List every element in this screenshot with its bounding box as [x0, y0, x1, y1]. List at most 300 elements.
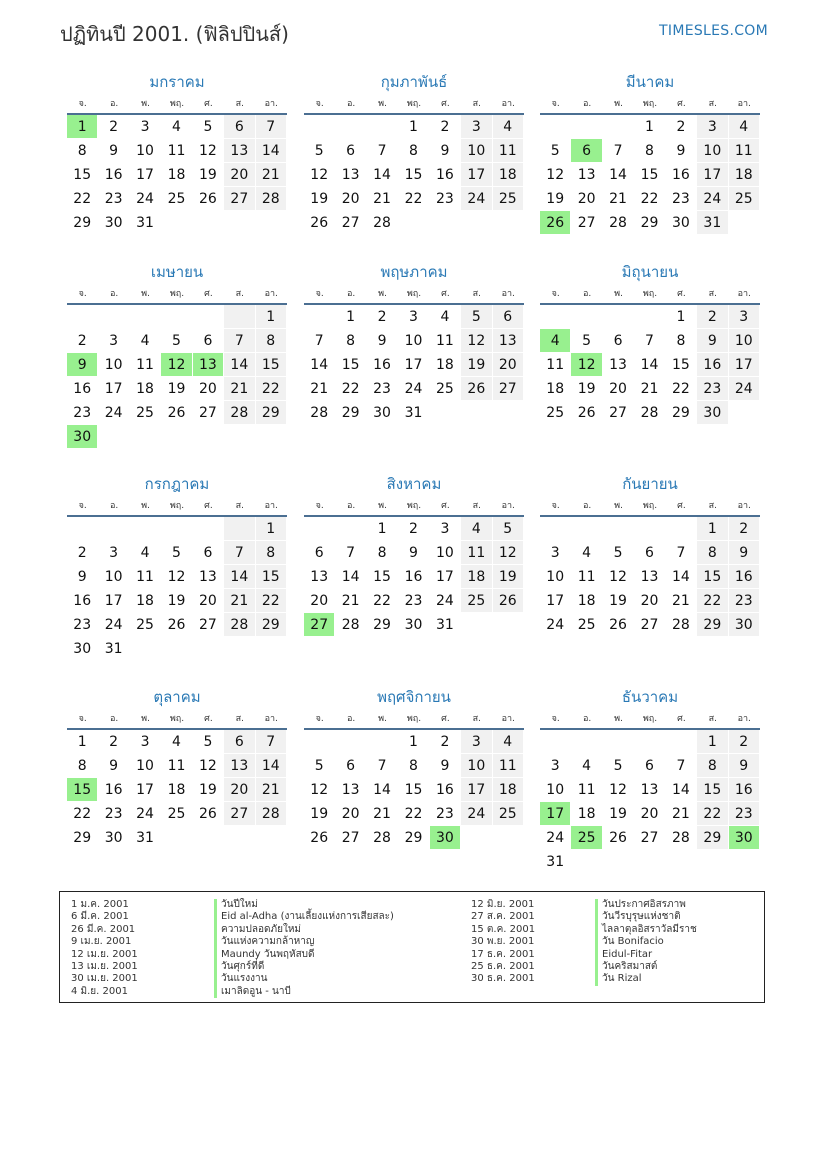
- day-cell: 7: [666, 754, 697, 778]
- day-cell-empty: [603, 850, 634, 874]
- day-cell: 22: [398, 802, 429, 826]
- day-cell: 18: [161, 778, 192, 802]
- day-cell: 24: [130, 802, 161, 826]
- day-cell-empty: [161, 425, 192, 449]
- day-cell: 28: [666, 826, 697, 850]
- day-cell: 5: [540, 139, 571, 163]
- legend-date: 27 ส.ค. 2001: [471, 911, 535, 923]
- weekday-label: จ.: [78, 99, 87, 109]
- day-cell: 9: [398, 541, 429, 565]
- weekday-header: [304, 96, 524, 115]
- day-cell: 2: [697, 305, 728, 329]
- day-cell: 4: [571, 541, 602, 565]
- day-cell: 13: [304, 565, 335, 589]
- day-cell: 9: [67, 565, 98, 589]
- legend-holiday-name: วันศุกร์ที่ดี: [214, 961, 394, 973]
- day-cell: 12: [603, 778, 634, 802]
- day-cell: 16: [666, 163, 697, 187]
- day-cell-empty: [430, 401, 461, 425]
- month-name: กุมภาพันธ์: [380, 73, 448, 91]
- day-cell: 17: [461, 778, 492, 802]
- weekday-label: ส.: [235, 714, 244, 724]
- day-cell: 28: [335, 613, 366, 637]
- day-cell: 27: [224, 187, 255, 211]
- day-cell: 26: [304, 211, 335, 235]
- day-cell: 21: [666, 802, 697, 826]
- weekday-label: จ.: [551, 289, 560, 299]
- day-cell: 10: [540, 778, 571, 802]
- day-cell: 10: [697, 139, 728, 163]
- day-cell-empty: [161, 637, 192, 661]
- day-cell: 16: [367, 353, 398, 377]
- day-cell: 31: [130, 211, 161, 235]
- legend-holiday-name: วันประกาศอิสรภาพ: [595, 899, 697, 911]
- day-cell-empty: [571, 115, 602, 139]
- day-cell: 22: [256, 377, 287, 401]
- day-cell: 24: [130, 187, 161, 211]
- weekday-label: พ.: [141, 99, 150, 109]
- legend-holiday-name: Maundy วันพฤหัสบดี: [214, 949, 394, 961]
- holiday-legend: [59, 891, 765, 1003]
- day-cell-empty: [461, 826, 492, 850]
- day-cell: 23: [367, 377, 398, 401]
- day-cell-empty: [461, 401, 492, 425]
- day-cell: 15: [335, 353, 366, 377]
- month-block: [304, 470, 524, 637]
- weekday-label: พ.: [614, 714, 623, 724]
- weekday-label: อ.: [582, 289, 592, 299]
- day-cell-empty: [493, 826, 524, 850]
- day-cell: 15: [256, 565, 287, 589]
- month-name: พฤศจิกายน: [377, 688, 451, 706]
- day-cell: 17: [697, 163, 728, 187]
- day-cell: 11: [493, 139, 524, 163]
- weekday-label: อา.: [264, 99, 278, 109]
- day-cell: 25: [130, 613, 161, 637]
- day-cell: 17: [98, 589, 129, 613]
- weekday-label: พ.: [614, 99, 623, 109]
- day-cell: 16: [430, 778, 461, 802]
- weekday-header: [540, 286, 760, 305]
- day-cell: 24: [98, 613, 129, 637]
- day-cell: 26: [193, 802, 224, 826]
- day-cell: 22: [634, 187, 665, 211]
- day-cell: 13: [634, 778, 665, 802]
- day-cell-empty: [161, 826, 192, 850]
- weekday-label: อ.: [582, 99, 592, 109]
- day-cell-empty: [493, 613, 524, 637]
- day-cell: 3: [130, 115, 161, 139]
- day-cell: 15: [256, 353, 287, 377]
- day-cell-empty: [335, 730, 366, 754]
- weekday-label: อ.: [109, 501, 119, 511]
- month-block: [540, 68, 760, 235]
- day-cell: 8: [335, 329, 366, 353]
- day-cell: 18: [161, 163, 192, 187]
- day-cell: 31: [98, 637, 129, 661]
- legend-date: 13 เม.ย. 2001: [71, 960, 138, 972]
- day-cell: 2: [98, 115, 129, 139]
- day-cell: 12: [161, 565, 192, 589]
- day-cell: 20: [224, 163, 255, 187]
- day-cell-empty: [161, 517, 192, 541]
- legend-date: 1 ม.ค. 2001: [71, 899, 129, 910]
- day-cell: 9: [729, 541, 760, 565]
- day-cell: 4: [729, 115, 760, 139]
- weekday-header: [540, 711, 760, 730]
- day-cell: 27: [193, 613, 224, 637]
- day-cell: 23: [398, 589, 429, 613]
- day-cell: 16: [67, 377, 98, 401]
- day-cell: 10: [461, 754, 492, 778]
- day-cell: 9: [98, 139, 129, 163]
- weekday-label: พ.: [614, 289, 623, 299]
- weekday-label: อา.: [264, 289, 278, 299]
- day-cell-empty: [603, 305, 634, 329]
- day-cell: 4: [430, 305, 461, 329]
- day-cell: 29: [367, 613, 398, 637]
- day-cell-empty: [540, 115, 571, 139]
- days-grid: [540, 517, 760, 637]
- day-cell: 13: [571, 163, 602, 187]
- day-cell-empty: [130, 637, 161, 661]
- day-cell: 5: [193, 115, 224, 139]
- weekday-label: ส.: [472, 501, 481, 511]
- day-cell: 27: [634, 613, 665, 637]
- weekday-label: ศ.: [204, 99, 213, 109]
- day-cell: 27: [224, 802, 255, 826]
- weekday-label: อา.: [737, 99, 751, 109]
- month-name: มกราคม: [149, 73, 205, 91]
- day-cell: 13: [493, 329, 524, 353]
- day-cell: 17: [540, 589, 571, 613]
- day-cell: 20: [634, 802, 665, 826]
- day-cell: 28: [224, 613, 255, 637]
- day-cell: 7: [367, 754, 398, 778]
- day-cell: 24: [430, 589, 461, 613]
- day-cell: 19: [161, 377, 192, 401]
- day-cell: 3: [398, 305, 429, 329]
- day-cell: 5: [304, 754, 335, 778]
- day-cell: 13: [335, 778, 366, 802]
- weekday-label: ส.: [472, 289, 481, 299]
- day-cell: 18: [571, 589, 602, 613]
- day-cell-empty: [571, 517, 602, 541]
- weekday-label: จ.: [551, 501, 560, 511]
- day-cell: 2: [67, 541, 98, 565]
- weekday-label: พฤ.: [642, 289, 658, 299]
- month-name: กรกฎาคม: [144, 475, 210, 493]
- weekday-label: อ.: [346, 99, 356, 109]
- day-cell: 8: [398, 139, 429, 163]
- weekday-header: [67, 286, 287, 305]
- month-name: กันยายน: [622, 475, 678, 493]
- day-cell: 18: [729, 163, 760, 187]
- day-cell: 10: [461, 139, 492, 163]
- day-cell: 28: [367, 211, 398, 235]
- days-grid: [67, 305, 287, 449]
- day-cell: 28: [224, 401, 255, 425]
- day-cell: 1: [367, 517, 398, 541]
- day-cell-empty: [634, 305, 665, 329]
- legend-holiday-name: วันวีรบุรุษแห่งชาติ: [595, 911, 697, 923]
- day-cell: 7: [666, 541, 697, 565]
- day-cell-empty: [304, 730, 335, 754]
- weekday-header: [540, 96, 760, 115]
- day-cell: 9: [666, 139, 697, 163]
- legend-date: 15 ต.ค. 2001: [471, 923, 536, 935]
- day-cell: 20: [634, 589, 665, 613]
- legend-holiday-name: วันปีใหม่: [214, 899, 394, 911]
- day-cell: 12: [304, 778, 335, 802]
- weekday-label: ศ.: [677, 501, 686, 511]
- weekday-label: พ.: [378, 99, 387, 109]
- day-cell: 21: [224, 589, 255, 613]
- days-grid: [540, 305, 760, 425]
- day-cell: 12: [540, 163, 571, 187]
- day-cell: 13: [224, 139, 255, 163]
- day-cell: 4: [130, 541, 161, 565]
- weekday-label: ศ.: [204, 289, 213, 299]
- day-cell: 24: [461, 187, 492, 211]
- day-cell: 19: [161, 589, 192, 613]
- weekday-label: อ.: [109, 289, 119, 299]
- day-cell: 25: [540, 401, 571, 425]
- day-cell: 28: [666, 613, 697, 637]
- day-cell: 23: [430, 802, 461, 826]
- weekday-label: จ.: [315, 714, 324, 724]
- day-cell: 7: [367, 139, 398, 163]
- day-cell: 6: [335, 139, 366, 163]
- day-cell: 5: [161, 329, 192, 353]
- day-cell: 20: [571, 187, 602, 211]
- day-cell: 10: [729, 329, 760, 353]
- day-cell-empty: [335, 517, 366, 541]
- weekday-label: พฤ.: [169, 501, 185, 511]
- day-cell: 27: [193, 401, 224, 425]
- month-block: [540, 470, 760, 637]
- day-cell: 10: [430, 541, 461, 565]
- day-cell: 13: [335, 163, 366, 187]
- day-cell: 22: [666, 377, 697, 401]
- day-cell-empty: [634, 517, 665, 541]
- weekday-label: อา.: [501, 714, 515, 724]
- day-cell: 23: [67, 401, 98, 425]
- day-cell: 4: [130, 329, 161, 353]
- day-cell: 19: [493, 565, 524, 589]
- weekday-label: จ.: [78, 501, 87, 511]
- day-cell: 22: [697, 802, 728, 826]
- day-cell: 5: [493, 517, 524, 541]
- day-cell-empty: [193, 637, 224, 661]
- day-cell: 25: [161, 187, 192, 211]
- day-cell: 28: [256, 802, 287, 826]
- day-cell: 22: [398, 187, 429, 211]
- brand-link[interactable]: TIMESLES.COM: [659, 23, 768, 39]
- weekday-label: อา.: [737, 289, 751, 299]
- day-cell: 17: [398, 353, 429, 377]
- day-cell: 25: [493, 802, 524, 826]
- day-cell: 3: [98, 541, 129, 565]
- legend-holiday-name: วัน Bonifacio: [595, 936, 697, 948]
- day-cell-empty: [367, 730, 398, 754]
- day-cell: 14: [666, 778, 697, 802]
- day-cell-empty: [461, 211, 492, 235]
- day-cell: 21: [335, 589, 366, 613]
- day-cell: 18: [130, 377, 161, 401]
- weekday-label: ศ.: [677, 99, 686, 109]
- day-cell: 3: [540, 541, 571, 565]
- weekday-header: [540, 498, 760, 517]
- day-cell: 23: [98, 187, 129, 211]
- day-cell: 30: [98, 826, 129, 850]
- weekday-label: อา.: [737, 714, 751, 724]
- day-cell: 17: [540, 802, 571, 826]
- day-cell: 15: [666, 353, 697, 377]
- day-cell: 1: [67, 115, 98, 139]
- day-cell-empty: [224, 826, 255, 850]
- day-cell: 6: [304, 541, 335, 565]
- weekday-label: ส.: [235, 99, 244, 109]
- day-cell: 20: [193, 589, 224, 613]
- weekday-label: จ.: [315, 501, 324, 511]
- day-cell: 17: [430, 565, 461, 589]
- weekday-label: พ.: [141, 289, 150, 299]
- day-cell: 2: [430, 115, 461, 139]
- day-cell: 11: [130, 353, 161, 377]
- day-cell: 15: [697, 778, 728, 802]
- day-cell: 25: [161, 802, 192, 826]
- day-cell: 4: [461, 517, 492, 541]
- day-cell-empty: [256, 826, 287, 850]
- day-cell: 21: [603, 187, 634, 211]
- day-cell-empty: [571, 305, 602, 329]
- day-cell-empty: [67, 517, 98, 541]
- day-cell: 19: [603, 802, 634, 826]
- month-block: [67, 470, 287, 661]
- legend-date: 30 พ.ย. 2001: [471, 936, 535, 948]
- day-cell: 26: [603, 826, 634, 850]
- weekday-label: จ.: [551, 99, 560, 109]
- day-cell-empty: [98, 517, 129, 541]
- day-cell: 6: [193, 329, 224, 353]
- day-cell: 8: [256, 541, 287, 565]
- day-cell: 20: [304, 589, 335, 613]
- day-cell-empty: [304, 305, 335, 329]
- day-cell: 10: [130, 754, 161, 778]
- day-cell: 11: [729, 139, 760, 163]
- legend-right-dates: [471, 899, 535, 986]
- day-cell: 21: [304, 377, 335, 401]
- day-cell-empty: [493, 401, 524, 425]
- month-block: [67, 683, 287, 850]
- day-cell: 11: [430, 329, 461, 353]
- day-cell: 21: [224, 377, 255, 401]
- month-name: พฤษภาคม: [380, 263, 448, 281]
- day-cell-empty: [193, 305, 224, 329]
- day-cell-empty: [571, 850, 602, 874]
- day-cell: 28: [634, 401, 665, 425]
- day-cell: 2: [98, 730, 129, 754]
- weekday-label: จ.: [315, 99, 324, 109]
- legend-date: 6 มี.ค. 2001: [71, 911, 129, 923]
- day-cell: 13: [224, 754, 255, 778]
- weekday-label: พฤ.: [169, 289, 185, 299]
- day-cell: 30: [67, 425, 98, 449]
- day-cell: 1: [697, 517, 728, 541]
- day-cell: 7: [224, 541, 255, 565]
- weekday-label: อ.: [582, 714, 592, 724]
- day-cell: 26: [193, 187, 224, 211]
- weekday-label: พ.: [378, 501, 387, 511]
- day-cell: 12: [161, 353, 192, 377]
- day-cell: 26: [603, 613, 634, 637]
- legend-left-dates: [71, 899, 138, 998]
- day-cell: 8: [256, 329, 287, 353]
- day-cell: 10: [540, 565, 571, 589]
- day-cell: 1: [398, 730, 429, 754]
- day-cell: 20: [193, 377, 224, 401]
- weekday-header: [67, 96, 287, 115]
- month-name: สิงหาคม: [386, 475, 442, 493]
- weekday-label: พฤ.: [406, 99, 422, 109]
- day-cell: 13: [634, 565, 665, 589]
- day-cell: 7: [304, 329, 335, 353]
- day-cell: 11: [161, 139, 192, 163]
- day-cell: 2: [729, 517, 760, 541]
- day-cell: 5: [603, 541, 634, 565]
- day-cell: 3: [461, 115, 492, 139]
- day-cell: 14: [634, 353, 665, 377]
- day-cell: 19: [571, 377, 602, 401]
- day-cell: 8: [666, 329, 697, 353]
- day-cell: 12: [193, 754, 224, 778]
- day-cell: 3: [697, 115, 728, 139]
- day-cell: 25: [430, 377, 461, 401]
- day-cell-empty: [224, 305, 255, 329]
- weekday-label: พฤ.: [642, 714, 658, 724]
- legend-date: 12 มิ.ย. 2001: [471, 899, 535, 910]
- weekday-label: อ.: [346, 289, 356, 299]
- day-cell: 23: [697, 377, 728, 401]
- day-cell: 16: [430, 163, 461, 187]
- day-cell-empty: [697, 850, 728, 874]
- day-cell: 6: [634, 541, 665, 565]
- day-cell: 21: [634, 377, 665, 401]
- day-cell-empty: [193, 517, 224, 541]
- weekday-label: พ.: [614, 501, 623, 511]
- day-cell-empty: [130, 305, 161, 329]
- day-cell-empty: [193, 425, 224, 449]
- day-cell: 1: [398, 115, 429, 139]
- day-cell-empty: [130, 517, 161, 541]
- month-block: [304, 683, 524, 850]
- day-cell-empty: [603, 730, 634, 754]
- day-cell: 20: [335, 802, 366, 826]
- day-cell: 30: [666, 211, 697, 235]
- day-cell: 21: [367, 187, 398, 211]
- day-cell: 16: [729, 778, 760, 802]
- day-cell: 23: [729, 802, 760, 826]
- day-cell: 17: [461, 163, 492, 187]
- legend-date: 30 เม.ย. 2001: [71, 973, 138, 985]
- day-cell-empty: [666, 730, 697, 754]
- day-cell: 31: [697, 211, 728, 235]
- day-cell: 11: [130, 565, 161, 589]
- day-cell: 2: [398, 517, 429, 541]
- day-cell: 31: [130, 826, 161, 850]
- weekday-header: [67, 498, 287, 517]
